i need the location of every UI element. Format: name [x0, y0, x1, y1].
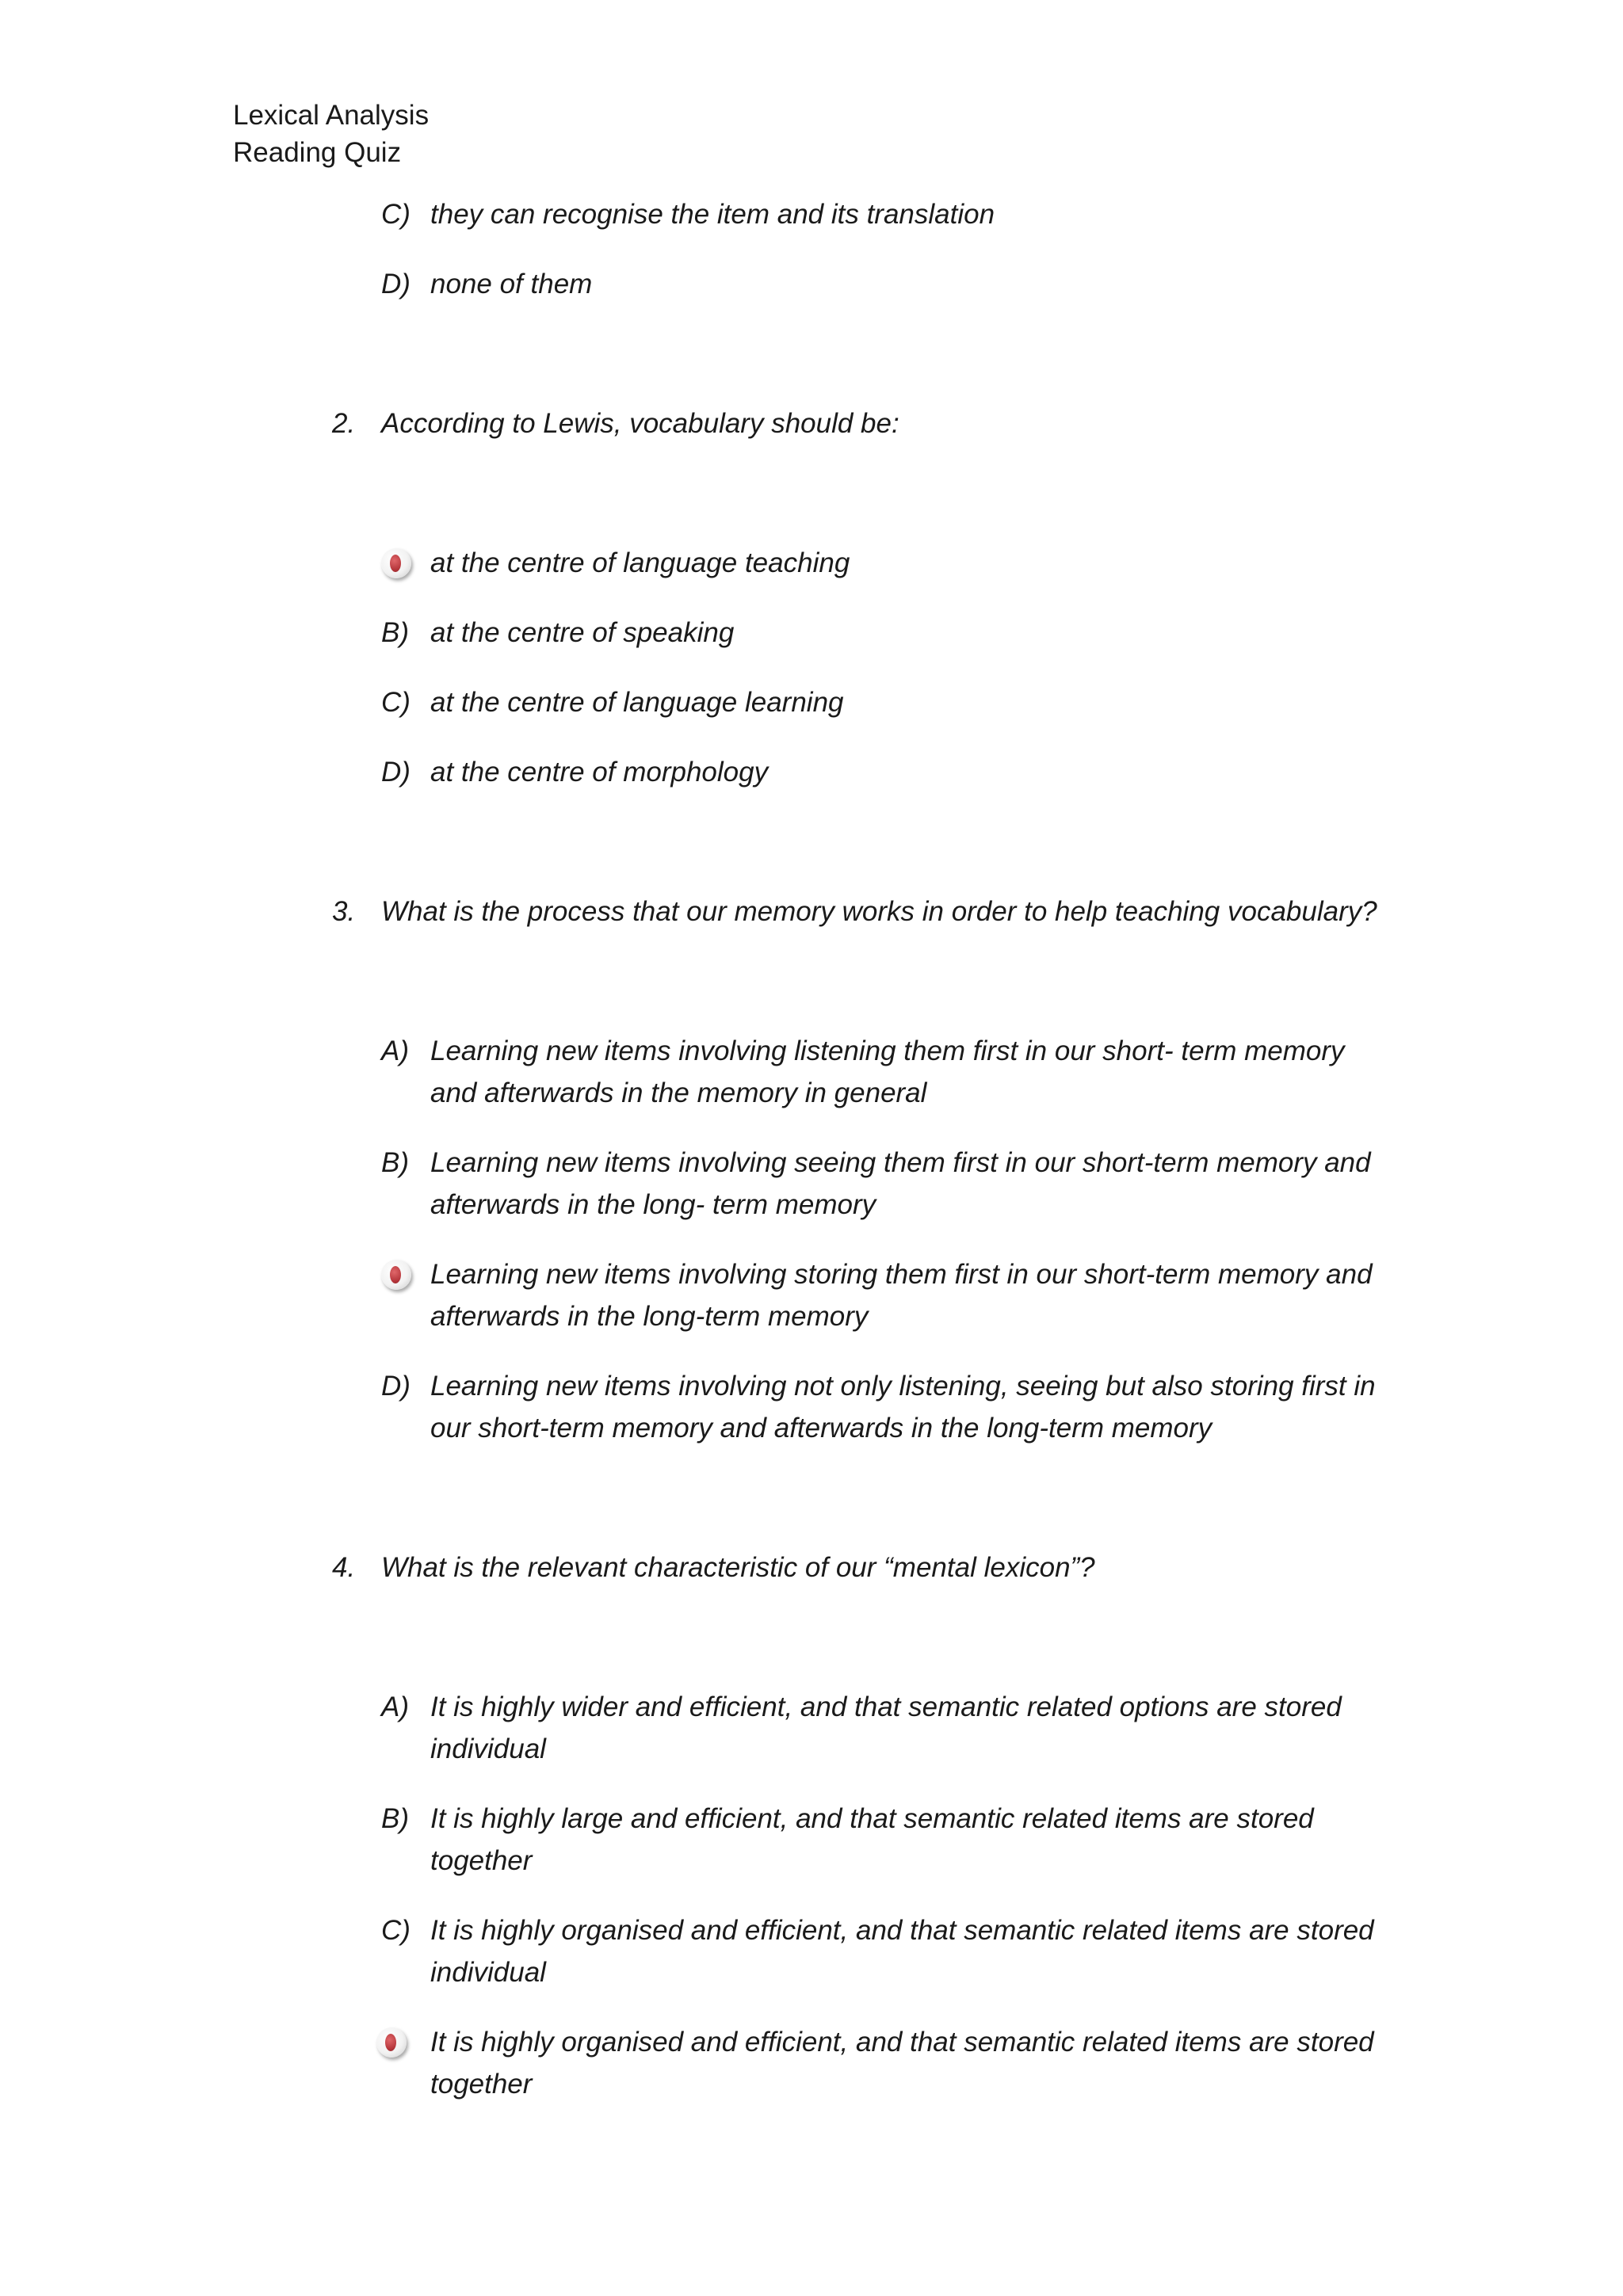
option-label: A) — [381, 1691, 409, 1722]
option-text-line1: Learning new items involving seeing them first in our short-term memory and — [430, 1147, 1371, 1178]
option-label: C) — [381, 199, 411, 230]
option-text: at the centre of language learning — [430, 687, 844, 718]
option-text: at the centre of morphology — [430, 757, 769, 788]
question-text: According to Lewis, vocabulary should be: — [381, 408, 899, 439]
option-text-line1: It is highly organised and efficient, and that semantic related items are stored — [430, 1915, 1374, 1946]
option-text-line1: It is highly large and efficient, and that semantic related items are stored — [430, 1803, 1314, 1834]
selected-radio-icon[interactable] — [381, 548, 411, 578]
question-number: 2. — [332, 408, 356, 439]
option-label: B) — [381, 617, 409, 648]
option-label: D) — [381, 269, 411, 299]
option-text-line1: Learning new items involving listening them first in our short- term memory — [430, 1035, 1345, 1066]
selected-radio-icon[interactable] — [381, 1260, 411, 1290]
question-number: 4. — [332, 1552, 356, 1583]
option-text-line2: together — [430, 2069, 533, 2100]
quiz-title: Reading Quiz — [233, 137, 402, 168]
option-text-line1: It is highly wider and efficient, and that semantic related options are stored — [430, 1691, 1342, 1722]
option-text: none of them — [430, 269, 593, 299]
option-text: at the centre of language teaching — [430, 547, 850, 578]
option-label: D) — [381, 757, 411, 788]
question-text: What is the process that our memory works in order to help teaching vocabulary? — [381, 896, 1377, 927]
option-text-line2: afterwards in the long- term memory — [430, 1189, 876, 1220]
option-text-line2: together — [430, 1845, 533, 1876]
option-text: at the centre of speaking — [430, 617, 735, 648]
page-header — [233, 97, 429, 171]
option-label: C) — [381, 687, 411, 718]
selected-radio-icon[interactable] — [376, 2027, 407, 2058]
option-text: they can recognise the item and its translation — [430, 199, 995, 230]
option-text-line1: Learning new items involving storing them first in our short-term memory and — [430, 1259, 1373, 1290]
question-number: 3. — [332, 896, 356, 927]
option-text-line2: and afterwards in the memory in general — [430, 1077, 927, 1108]
option-text-line1: It is highly organised and efficient, and that semantic related items are stored — [430, 2027, 1374, 2058]
option-text-line2: our short-term memory and afterwards in the long-term memory — [430, 1413, 1212, 1444]
option-text-line2: individual — [430, 1733, 546, 1764]
option-label: A) — [381, 1035, 409, 1066]
option-label: B) — [381, 1803, 409, 1834]
option-text-line2: individual — [430, 1957, 546, 1988]
course-title: Lexical Analysis — [233, 100, 430, 131]
option-label: C) — [381, 1915, 411, 1946]
option-text-line1: Learning new items involving not only listening, seeing but also storing first in — [430, 1371, 1376, 1402]
option-label: D) — [381, 1371, 411, 1402]
question-text: What is the relevant characteristic of our “mental lexicon”? — [381, 1552, 1095, 1583]
option-text-line2: afterwards in the long-term memory — [430, 1301, 869, 1332]
option-label: B) — [381, 1147, 409, 1178]
